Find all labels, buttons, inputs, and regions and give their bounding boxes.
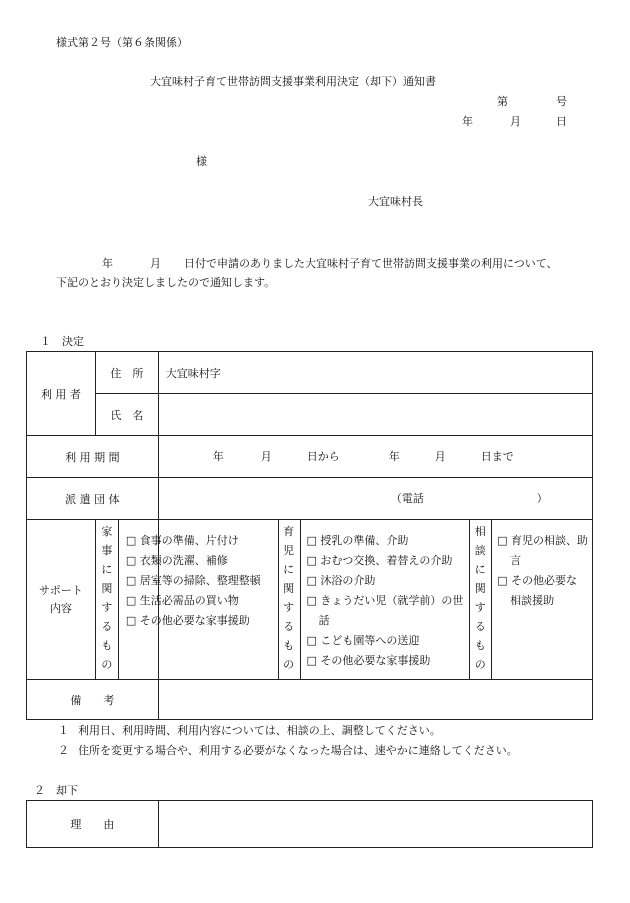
checkbox-item[interactable]: □ 授乳の準備、介助 [306, 534, 409, 547]
body-line2: 下記のとおり決定しましたので通知します。 [56, 276, 276, 289]
consult-label: 相談に関するもの [474, 525, 486, 671]
doc-no-suffix: 号 [556, 95, 567, 108]
checkbox-item-cont: 相談援助 [510, 594, 555, 607]
checkbox-item[interactable]: □ その他必要な家事援助 [125, 614, 250, 627]
issuer: 大宜味村長 [368, 195, 423, 208]
user-label: 利 用 者 [27, 352, 96, 436]
checkbox-item[interactable]: □ その他必要な [497, 574, 578, 587]
org-field[interactable] [158, 478, 592, 520]
doc-no-label: 第 [497, 95, 508, 108]
period-year-from: 年 [212, 449, 224, 463]
document-title: 大宜味村子育て世帯訪問支援事業利用決定（却下）通知書 [150, 75, 436, 88]
checkbox-item[interactable]: □ その他必要な家事援助 [306, 654, 431, 667]
note-2-num: ２ [58, 744, 69, 757]
date-year: 年 [462, 115, 473, 128]
remarks-field[interactable] [158, 680, 592, 720]
period-day-to: 日まで [480, 449, 514, 463]
remarks-label: 備 考 [27, 680, 159, 720]
address-label: 住 所 [95, 352, 158, 394]
section-decision-heading: １ 決定 [40, 335, 84, 348]
form-number: 様式第２号（第６条関係） [56, 36, 188, 49]
checkbox-item[interactable]: □ 食事の準備、片付け [125, 534, 239, 547]
name-field[interactable] [158, 394, 592, 436]
period-year-to: 年 [388, 449, 400, 463]
decision-table [26, 351, 593, 720]
support-label: サポート 内容 [27, 520, 96, 680]
body-year: 年 [102, 257, 113, 270]
checkbox-item[interactable]: □ 居室等の掃除、整理整頓 [125, 574, 261, 587]
checkbox-item[interactable]: □ 育児の相談、助 [497, 534, 589, 547]
org-phone-close: ） [536, 491, 548, 505]
section-reject-heading: ２ 却下 [34, 784, 78, 797]
org-phone-open: （電話 [390, 491, 424, 505]
consult-label-cell [470, 520, 492, 680]
date-month: 月 [510, 115, 521, 128]
reason-label: 理 由 [27, 801, 159, 848]
reason-field[interactable] [158, 801, 592, 848]
date-day: 日 [556, 115, 567, 128]
body-month: 月 [150, 257, 161, 270]
addressee-suffix: 様 [196, 155, 207, 168]
checkbox-item[interactable]: □ 沐浴の介助 [306, 574, 376, 587]
reject-table [26, 800, 593, 848]
period-month-to: 月 [434, 449, 446, 463]
note-1-text: 利用日、利用時間、利用内容については、相談の上、調整してください。 [78, 724, 441, 737]
housework-label: 家事に関するもの [101, 525, 113, 671]
note-2-text: 住所を変更する場合や、利用する必要がなくなった場合は、速やかに連絡してください。 [78, 744, 518, 757]
org-label: 派 遣 団 体 [27, 478, 159, 520]
note-1-num: １ [58, 724, 69, 737]
body-line1: 日付で申請のありました大宜味村子育て世帯訪問支援事業の利用について、 [184, 257, 558, 270]
period-label: 利 用 期 間 [27, 436, 159, 478]
checkbox-item[interactable]: □ こども園等への送迎 [306, 634, 420, 647]
childcare-label: 育児に関するもの [283, 525, 295, 671]
checkbox-item[interactable]: □ 生活必需品の買い物 [125, 594, 239, 607]
checkbox-item[interactable]: □ 衣類の洗濯、補修 [125, 554, 228, 567]
housework-label-cell [95, 520, 261, 680]
childcare-items-cell [300, 520, 470, 680]
period-day-from: 日から [306, 449, 340, 463]
address-field[interactable]: 大宜味村字 [158, 352, 592, 394]
childcare-label-cell [278, 520, 300, 680]
checkbox-item[interactable]: □ きょうだい児（就学前）の世 [306, 594, 464, 607]
checkbox-item-cont: 話 [318, 614, 330, 627]
consult-items-cell [492, 520, 593, 680]
checkbox-item-cont: 言 [510, 554, 522, 567]
checkbox-item[interactable]: □ おむつ交換、着替えの介助 [306, 554, 453, 567]
name-label: 氏 名 [95, 394, 158, 436]
period-field[interactable] [158, 436, 592, 478]
period-month-from: 月 [260, 449, 272, 463]
